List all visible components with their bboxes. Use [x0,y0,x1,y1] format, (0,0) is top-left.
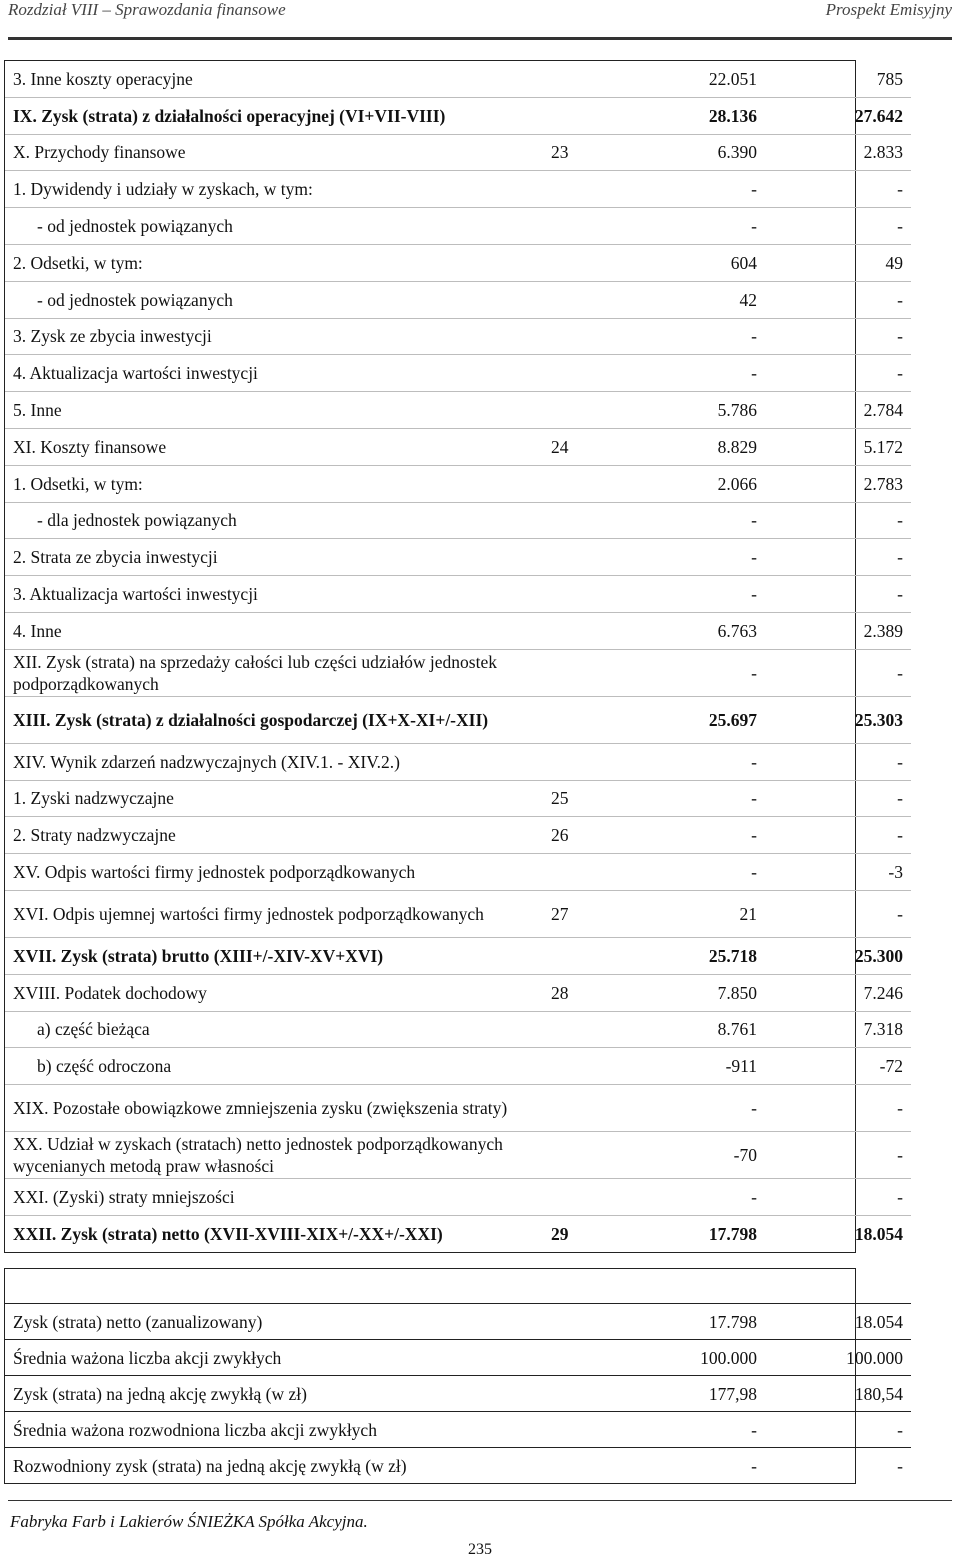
row-label: XIV. Wynik zdarzeń nadzwyczajnych (XIV.1. - XIV.2.) [5,743,541,780]
row-value-previous: - [765,281,911,318]
row-note [541,1448,629,1484]
row-value-current: 5.786 [629,392,765,429]
row-value-current: 177,98 [629,1376,765,1412]
row-label: Średnia ważona rozwodniona liczba akcji zwykłych [5,1412,541,1448]
row-label: 1. Dywidendy i udziały w zyskach, w tym: [5,171,541,208]
row-value-current: 17.798 [708,1223,757,1244]
row-value-current: 8.829 [629,428,765,465]
row-value-current: - [629,743,765,780]
row-label: 4. Inne [5,612,541,649]
table-row [5,465,911,502]
table-row [5,937,911,974]
table-row [5,318,911,355]
table-row [5,696,911,743]
row-value-previous: 49 [765,244,911,281]
row-value-previous: 5.172 [765,428,911,465]
row-value-previous: - [765,890,911,937]
footer-company-name: Fabryka Farb i Lakierów ŚNIEŻKA Spółka Akcyjna. [10,1512,368,1531]
row-label: XVIII. Podatek dochodowy [5,974,541,1011]
row-label: 2. Strata ze zbycia inwestycji [5,539,541,576]
row-note: 28 [541,974,629,1011]
row-label: XII. Zysk (strata) na sprzedaży całości lub części udziałów jednostek podporządkowanych [5,649,541,696]
row-note [541,1376,629,1412]
row-label: 2. Odsetki, w tym: [5,244,541,281]
row-label: XIII. Zysk (strata) z działalności gospodarczej (IX+X-XI+/-XII) [5,696,541,743]
row-value-current: 28.136 [629,97,765,134]
row-label: 4. Aktualizacja wartości inwestycji [5,355,541,392]
row-value-previous: - [765,502,911,539]
row-value-current: - [629,539,765,576]
row-label: XVI. Odpis ujemnej wartości firmy jednostek podporządkowanych [5,890,541,937]
row-note [541,355,629,392]
row-value-current: - [629,854,765,891]
row-value-current: 25.697 [629,696,765,743]
row-value-current: - [629,1179,765,1216]
row-value-previous: 18.054 [854,1223,903,1244]
row-note [541,1011,629,1048]
row-note [541,937,629,974]
row-label: - od jednostek powiązanych [5,208,541,245]
table-row [5,1215,911,1251]
earnings-per-share-table [4,1268,903,1484]
table-row [5,134,911,171]
row-value-current: 604 [629,244,765,281]
row-note [541,171,629,208]
row-value-current: 42 [629,281,765,318]
table-row [5,171,911,208]
row-note [541,392,629,429]
row-note [541,97,629,134]
row-label: Zysk (strata) na jedną akcję zwykłą (w zł) [5,1376,541,1412]
row-label: - dla jednostek powiązanych [5,502,541,539]
row-value-previous: 100.000 [765,1340,911,1376]
table-row [5,576,911,613]
row-note [541,539,629,576]
page-number: 235 [468,1541,492,1558]
table-row [5,355,911,392]
table-row [5,539,911,576]
row-note: 26 [541,817,629,854]
row-value-current: 6.763 [629,612,765,649]
row-label: 3. Inne koszty operacyjne [5,61,541,97]
row-note [541,1179,629,1216]
row-note: 24 [541,428,629,465]
row-label: 3. Aktualizacja wartości inwestycji [5,576,541,613]
row-value-previous: - [765,649,911,696]
row-label: IX. Zysk (strata) z działalności operacyjnej (VI+VII-VIII) [5,97,541,134]
income-statement-body [5,61,911,1252]
table-row [5,1085,911,1132]
table-row [5,1412,911,1448]
row-value-current: - [629,576,765,613]
row-note [541,281,629,318]
row-note [541,649,629,696]
row-value-current: -70 [629,1132,765,1179]
row-value-previous: - [765,1132,911,1179]
row-note [541,576,629,613]
row-note [541,854,629,891]
row-label: XX. Udział w zyskach (stratach) netto jednostek podporządkowanych wycenianych metodą praw własności [5,1132,541,1179]
row-value-previous: - [765,208,911,245]
row-note [541,743,629,780]
row-value-previous: 7.318 [765,1011,911,1048]
row-label: 5. Inne [5,392,541,429]
row-value-current: - [629,1412,765,1448]
row-note [541,465,629,502]
table-row [5,244,911,281]
table-row [5,97,911,134]
row-value-current: 100.000 [629,1340,765,1376]
row-value-previous: - [765,171,911,208]
row-value-previous: -3 [765,854,911,891]
header-document-title: Prospekt Emisyjny [825,0,952,19]
table-row [5,1179,911,1216]
row-note: 29 [551,1223,569,1244]
row-value-current: 6.390 [629,134,765,171]
row-value-current: - [629,502,765,539]
row-value-previous: - [765,780,911,817]
row-label: - od jednostek powiązanych [5,281,541,318]
row-value-current: 21 [629,890,765,937]
row-note [541,61,629,97]
row-note [541,318,629,355]
page-header [8,0,952,30]
row-value-current: 8.761 [629,1011,765,1048]
blank-cell [765,1269,911,1304]
row-value-previous: 25.303 [765,696,911,743]
table-row [5,1132,911,1179]
table-row [5,502,911,539]
row-note [541,502,629,539]
table-row [5,854,911,891]
row-value-previous: 785 [765,61,911,97]
row-note: 25 [541,780,629,817]
table-row [5,780,911,817]
row-value-previous: 18.054 [765,1304,911,1340]
table-row [5,1011,911,1048]
row-note [541,612,629,649]
row-value-current: 2.066 [629,465,765,502]
row-value-current: 17.798 [629,1304,765,1340]
row-note [541,1340,629,1376]
row-value-previous: 2.784 [765,392,911,429]
row-value-current: - [629,171,765,208]
row-label: XI. Koszty finansowe [5,428,541,465]
earnings-per-share-grid [5,1269,911,1483]
earnings-per-share-body [5,1269,911,1483]
row-value-previous: - [765,1179,911,1216]
row-value-current: - [629,208,765,245]
row-value-previous: - [765,1412,911,1448]
row-value-current: - [629,1085,765,1132]
table-row [5,61,911,97]
row-value-current: - [629,318,765,355]
table-row [5,612,911,649]
row-value-previous: -72 [765,1048,911,1085]
table-row [5,1376,911,1412]
row-label: Rozwodniony zysk (strata) na jedną akcję zwykłą (w zł) [5,1448,541,1484]
row-value-previous: - [765,743,911,780]
row-value-current: - [629,355,765,392]
row-value-previous: 25.300 [765,937,911,974]
row-value-current: 7.850 [629,974,765,1011]
income-statement-table [4,60,903,1253]
row-note [541,244,629,281]
table-row [5,428,911,465]
row-label: 2. Straty nadzwyczajne [5,817,541,854]
row-value-previous: - [765,1085,911,1132]
row-value-current: 25.718 [629,937,765,974]
row-note [541,1132,629,1179]
blank-cell [5,1269,541,1304]
table-row [5,1304,911,1340]
row-value-previous: - [765,1448,911,1484]
row-value-previous: - [765,318,911,355]
table-row [5,974,911,1011]
row-label: a) część bieżąca [5,1011,541,1048]
blank-row [5,1269,911,1304]
row-value-current: - [629,780,765,817]
table-row [5,392,911,429]
row-label: 1. Odsetki, w tym: [5,465,541,502]
row-label: XV. Odpis wartości firmy jednostek podporządkowanych [5,854,541,891]
row-note [541,1304,629,1340]
row-value-current: -911 [629,1048,765,1085]
row-value-previous: - [765,817,911,854]
table-row [5,743,911,780]
income-statement-grid [5,61,911,1252]
row-label: Średnia ważona liczba akcji zwykłych [5,1340,541,1376]
row-note [541,696,629,743]
row-value-previous: 7.246 [765,974,911,1011]
row-value-current: - [629,649,765,696]
row-value-current: 22.051 [629,61,765,97]
row-note [541,1085,629,1132]
row-note [541,1048,629,1085]
table-row [5,1448,911,1484]
row-label: b) część odroczona [5,1048,541,1085]
table-row [5,1048,911,1085]
table-row [5,890,911,937]
table-row [5,817,911,854]
row-value-previous: 2.389 [765,612,911,649]
blank-cell [629,1269,765,1304]
row-value-previous: - [765,539,911,576]
row-note: 27 [541,890,629,937]
row-value-previous: 2.783 [765,465,911,502]
header-chapter-title: Rozdział VIII – Sprawozdania finansowe [8,0,286,19]
table-row [5,649,911,696]
footer-rule [8,1500,952,1501]
row-value-previous: 27.642 [765,97,911,134]
row-value-previous: 180,54 [765,1376,911,1412]
row-value-current: - [629,1448,765,1484]
row-value-previous: 2.833 [765,134,911,171]
table-row [5,208,911,245]
table-row [5,281,911,318]
row-label: X. Przychody finansowe [5,134,541,171]
row-label: XVII. Zysk (strata) brutto (XIII+/-XIV-XV+XVI) [5,937,541,974]
row-value-previous: - [765,576,911,613]
table-row [5,1340,911,1376]
row-label: Zysk (strata) netto (zanualizowany) [5,1304,541,1340]
row-note [541,208,629,245]
row-value-previous: - [765,355,911,392]
blank-cell [541,1269,629,1304]
row-note [541,1412,629,1448]
row-label: 1. Zyski nadzwyczajne [5,780,541,817]
header-rule [8,37,952,40]
row-label: XXI. (Zyski) straty mniejszości [5,1179,541,1216]
row-label: XIX. Pozostałe obowiązkowe zmniejszenia zysku (zwiększenia straty) [5,1085,541,1132]
row-note: 23 [541,134,629,171]
row-label: XXII. Zysk (strata) netto (XVII-XVIII-XIX+/-XX+/-XXI) [13,1223,443,1244]
row-label: 3. Zysk ze zbycia inwestycji [5,318,541,355]
row-value-current: - [629,817,765,854]
